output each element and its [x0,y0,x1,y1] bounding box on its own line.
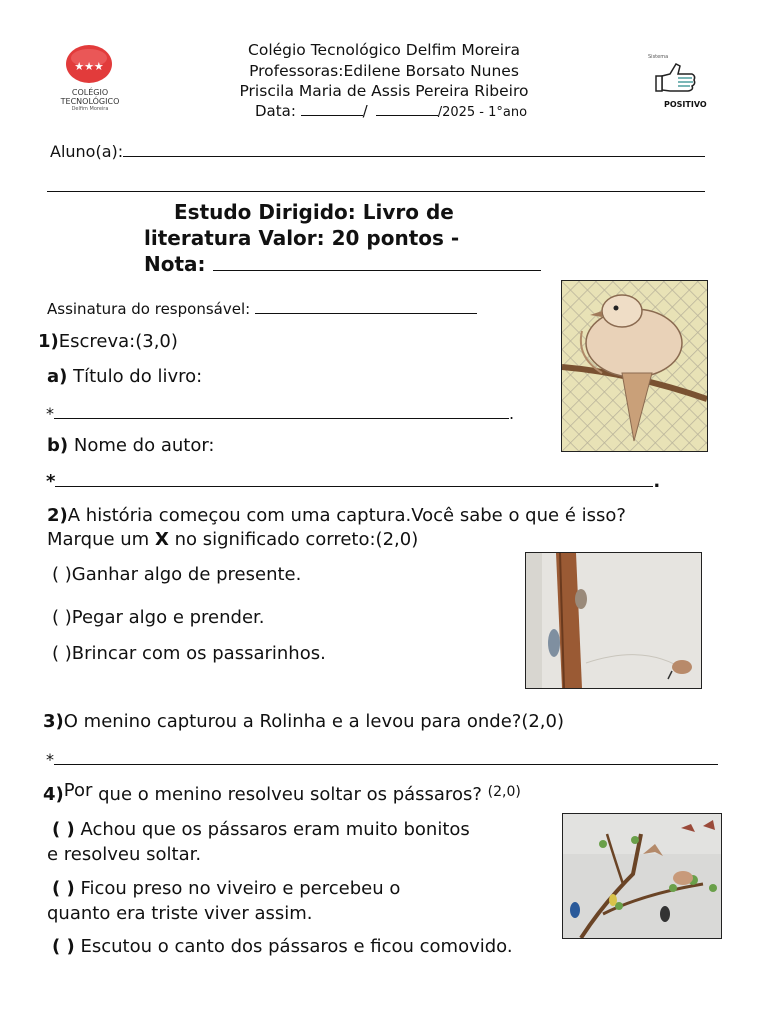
q4-option-1-cont: e resolveu soltar. [47,844,202,865]
q2-option-3[interactable]: ( )Brincar com os passarinhos. [52,643,326,664]
date-label: Data: [255,102,301,120]
school-name: Colégio Tecnológico Delfim Moreira [248,41,520,59]
q3-answer-row: * [46,746,718,769]
q3-prompt: 3)O menino capturou a Rolinha e a levou para onde?(2,0) [43,711,564,732]
title-line-2: literatura Valor: 20 pontos - [144,226,460,250]
student-row [50,142,705,161]
q4-option-3[interactable]: ( ) Escutou o canto dos pássaros e ficou comovido. [52,936,513,957]
flying-birds-picture [562,813,722,939]
logo-text-2: TECNOLÓGICO [60,97,120,106]
student-name-field[interactable] [123,156,705,157]
positivo-logo: Sistema POSITIVO [648,54,718,114]
svg-text:★★★: ★★★ [74,60,104,73]
signature-field[interactable] [255,313,477,314]
q4-option-2-cont: quanto era triste viver assim. [47,903,313,924]
teachers-line-2: Priscila Maria de Assis Pereira Ribeiro [239,82,529,100]
dove-picture [561,280,708,452]
q4-prompt: 4)Por que o menino resolveu soltar os pássaros? (2,0) [43,780,521,805]
q1a-answer-field[interactable] [54,400,509,419]
thumbs-up-icon [648,60,708,96]
q2-instructions: Marque um X no significado correto:(2,0) [47,529,419,550]
q1-prompt: 1)Escreva:(3,0) [38,331,178,352]
q3-answer-field[interactable] [54,746,718,765]
grade-field[interactable] [213,252,541,271]
title-line-1: Estudo Dirigido: Livro de [174,200,454,224]
title-line-3 [144,252,541,276]
student-extra-line[interactable] [47,191,705,192]
signature-row [47,300,477,318]
logo-text-3: Delfim Moreira [71,106,109,112]
q4-option-2[interactable]: ( ) Ficou preso no viveiro e percebeu o [52,878,401,899]
q1b-answer-field[interactable] [55,468,653,487]
q1a-prompt: a) Título do livro: [47,366,203,387]
logo-text-1: COLÉGIO [71,88,109,97]
q1b-answer-row: * . [46,468,660,492]
grade-label: Nota: [144,252,213,276]
date-line: Data: / /2025 - 1°ano [255,102,528,120]
positivo-label: POSITIVO [664,100,707,109]
logo-emblem-icon [56,44,124,84]
q2-prompt: 2)A história começou com uma captura.Você sabe o que é isso? [47,505,626,526]
q2-option-2[interactable]: ( )Pegar algo e prender. [52,607,265,628]
school-logo [56,44,124,114]
q1b-prompt: b) Nome do autor: [47,435,215,456]
tree-birds-picture [525,552,702,689]
q2-option-1[interactable]: ( )Ganhar algo de presente. [52,564,302,585]
q4-option-1[interactable]: ( ) Achou que os pássaros eram muito bonitos [52,819,470,840]
teachers-line-1: Professoras:Edilene Borsato Nunes [249,62,519,80]
q1a-answer-row: * . [46,400,514,423]
student-label: Aluno(a): [50,142,124,161]
signature-label: Assinatura do responsável: [47,300,255,318]
